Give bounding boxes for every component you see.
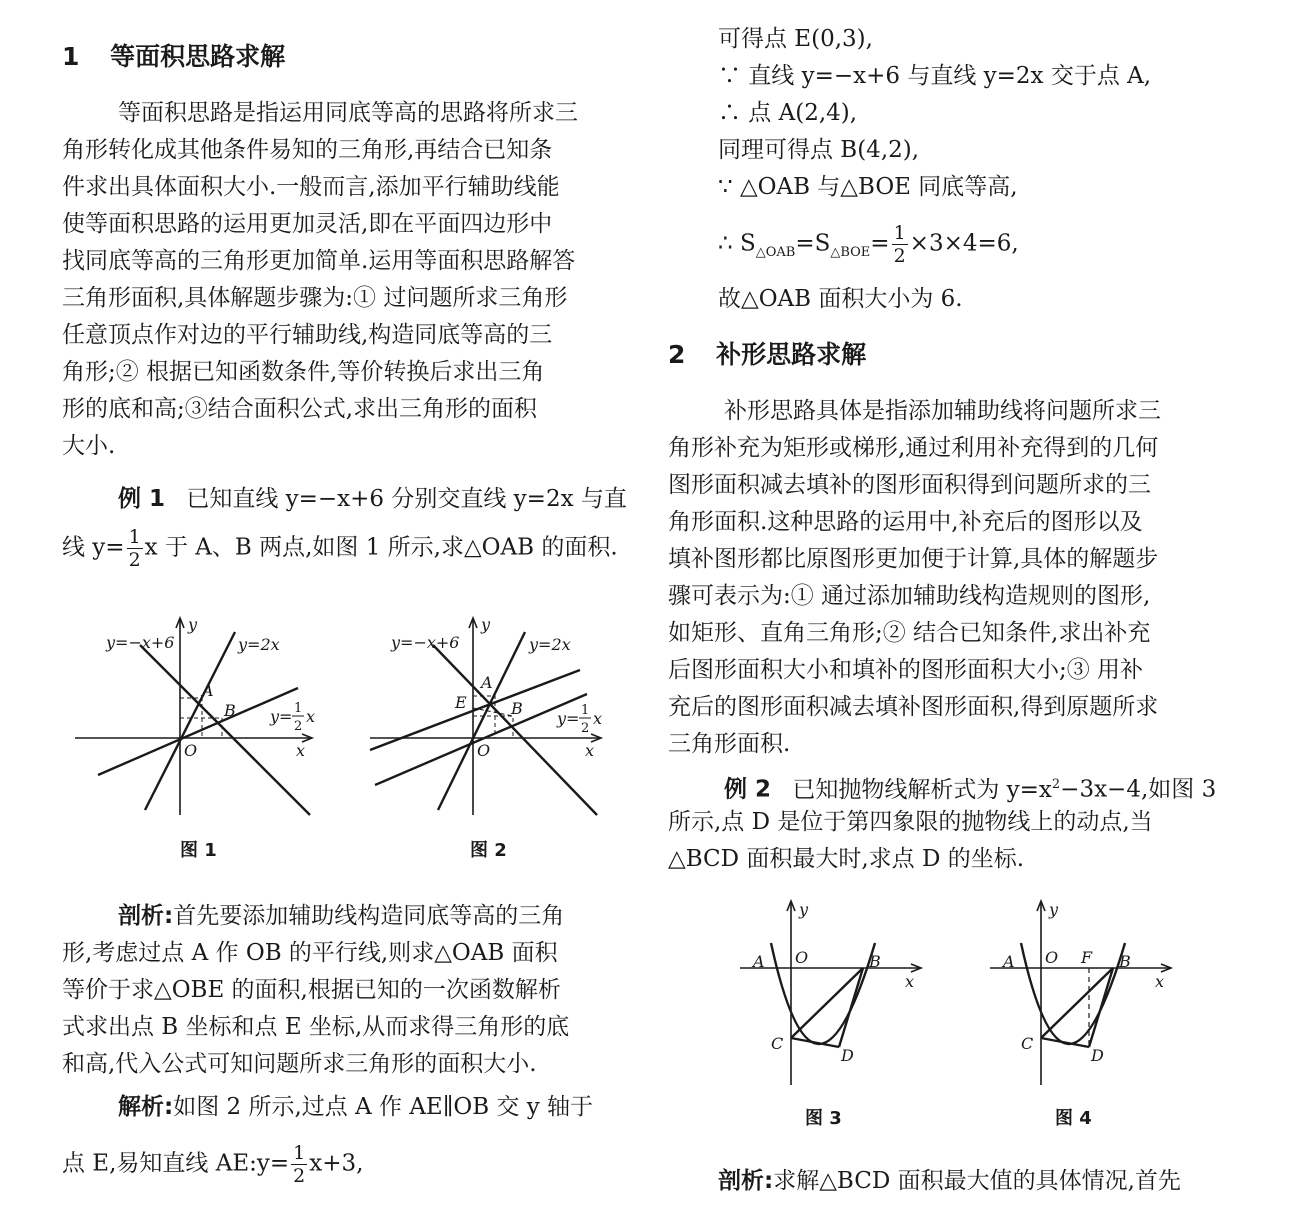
- analysis-2-text: 求解△BCD 面积最大值的具体情况,首先: [773, 1168, 1181, 1194]
- fraction-numerator: 1: [128, 526, 141, 548]
- fraction-denominator: 2: [293, 1165, 306, 1187]
- solution-line: [118, 1092, 593, 1122]
- area-subscript-1: △OAB: [755, 245, 796, 261]
- example-1-line: [118, 484, 627, 514]
- fraction-numerator: 1: [293, 1142, 306, 1164]
- figure-3: [735, 895, 935, 1090]
- label-B: B: [869, 952, 881, 971]
- analysis-text: 首先要添加辅助线构造同底等高的三角: [173, 903, 565, 929]
- parabola: [771, 943, 875, 1044]
- label-line-3: y=: [557, 709, 580, 728]
- example-2-line: 所示,点 D 是位于第四象限的抛物线上的动点,当: [668, 809, 1153, 835]
- line-2x: [438, 632, 525, 810]
- figure-3-caption: 图 3: [805, 1108, 842, 1129]
- example-1-label: 例 1: [118, 486, 166, 512]
- paragraph-line: 如矩形、直角三角形;② 结合已知条件,求出补充: [668, 620, 1151, 646]
- section-2-number: 2: [668, 340, 686, 369]
- solution-line-2: [62, 1142, 363, 1187]
- analysis-line: 形,考虑过点 A 作 OB 的平行线,则求△OAB 面积: [62, 940, 558, 966]
- paragraph-line: 三角形面积.: [668, 731, 791, 757]
- analysis-2-line: [718, 1166, 1181, 1196]
- label-half-den: 2: [294, 719, 303, 734]
- paragraph-line: 形的底和高;③结合面积公式,求出三角形的面积: [62, 396, 538, 422]
- label-y: y: [799, 900, 809, 919]
- label-y: y: [1049, 900, 1059, 919]
- label-O: O: [795, 948, 809, 967]
- label-A: A: [202, 681, 214, 700]
- paragraph-line: 大小.: [62, 433, 116, 459]
- paragraph-line: 填补图形都比原图形更加便于计算,具体的解题步: [668, 546, 1159, 572]
- label-half-num: 1: [581, 703, 590, 718]
- paragraph-line: 找同底等高的三角形更加简单.运用等面积思路解答: [62, 248, 576, 274]
- section-1-number: 1: [62, 42, 80, 71]
- label-A: A: [481, 673, 493, 692]
- figure-1-caption: 图 1: [180, 840, 217, 861]
- paragraph-line: 图形面积减去填补的图形面积得到问题所求的三: [668, 472, 1151, 498]
- figure-2-caption: 图 2: [470, 840, 507, 861]
- line-half-x: [98, 688, 298, 775]
- paragraph-line: 使等面积思路的运用更加灵活,即在平面四边形中: [62, 211, 553, 237]
- example-1-formula-prefix: 线 y=: [62, 534, 125, 561]
- fraction-numerator: 1: [893, 222, 906, 244]
- label-x: x: [296, 741, 306, 760]
- analysis-line: 式求出点 B 坐标和点 E 坐标,从而求得三角形的底: [62, 1014, 570, 1040]
- label-x: x: [585, 741, 595, 760]
- paragraph-line: 充后的图形面积减去填补图形面积,得到原题所求: [668, 694, 1159, 720]
- label-line-1: y=−x+6: [106, 633, 175, 652]
- label-x-suffix: x: [306, 707, 316, 726]
- paragraph-line: 角形补充为矩形或梯形,通过利用补充得到的几何: [668, 435, 1159, 461]
- label-O: O: [184, 741, 198, 760]
- paragraph-line: 任意顶点作对边的平行辅助线,构造同底等高的三: [62, 322, 553, 348]
- paragraph-line: 补形思路具体是指添加辅助线将问题所求三: [724, 398, 1161, 424]
- section-2-title: 补形思路求解: [716, 340, 867, 369]
- label-y: y: [481, 615, 491, 634]
- analysis-2-label: 剖析:: [718, 1168, 774, 1194]
- example-2-text: 已知抛物线解析式为 y=x: [792, 776, 1052, 803]
- paragraph-line: 三角形面积,具体解题步骤为:① 过问题所求三角形: [62, 285, 568, 311]
- label-C: C: [1021, 1034, 1034, 1053]
- label-O: O: [1045, 948, 1059, 967]
- paragraph-line: 后图形面积大小和填补的图形面积大小;③ 用补: [668, 657, 1144, 683]
- fraction-denominator: 2: [128, 549, 141, 571]
- fraction-one-half: [291, 1142, 307, 1187]
- label-line-3: y=: [270, 707, 293, 726]
- solution-cont-line: ∴ 点 A(2,4),: [718, 100, 858, 126]
- fraction-one-half: [127, 526, 143, 571]
- analysis-line: [118, 901, 564, 931]
- area-mid: =S: [795, 230, 831, 257]
- label-D: D: [1091, 1046, 1104, 1065]
- label-line-2: y=2x: [238, 635, 280, 654]
- label-E: E: [455, 693, 467, 712]
- paragraph-line: 角形面积.这种思路的运用中,补充后的图形以及: [668, 509, 1143, 535]
- section-1-heading: [62, 42, 285, 72]
- example-1-text-rest: x 于 A、B 两点,如图 1 所示,求△OAB 的面积.: [144, 534, 618, 561]
- area-equals: =: [870, 230, 890, 257]
- analysis-line: 和高,代入公式可知问题所求三角形的面积大小.: [62, 1051, 537, 1077]
- solution-label: 解析:: [118, 1094, 174, 1120]
- label-x: x: [1155, 972, 1165, 991]
- figure-1: [70, 610, 330, 820]
- solution-cont-line: ∵ △OAB 与△BOE 同底等高,: [718, 174, 1018, 200]
- analysis-line: 等价于求△OBE 的面积,根据已知的一次函数解析: [62, 977, 561, 1003]
- paragraph-line: 角形转化成其他条件易知的三角形,再结合已知条: [62, 137, 553, 163]
- label-x-suffix: x: [593, 709, 603, 728]
- line-neg-x-plus-6: [140, 645, 310, 815]
- paragraph-line: 等面积思路是指运用同底等高的思路将所求三: [118, 100, 578, 126]
- area-subscript-2: △BOE: [830, 245, 871, 261]
- figure-4: [985, 895, 1185, 1090]
- label-B: B: [1119, 952, 1131, 971]
- label-line-1: y=−x+6: [391, 633, 460, 652]
- section-1-title: 等面积思路求解: [110, 42, 286, 71]
- area-rest: ×3×4=6,: [909, 230, 1019, 257]
- label-x: x: [905, 972, 915, 991]
- paragraph-line: 件求出具体面积大小.一般而言,添加平行辅助线能: [62, 174, 560, 200]
- label-O: O: [477, 741, 491, 760]
- paragraph-line: 角形;② 根据已知函数条件,等价转换后求出三角: [62, 359, 545, 385]
- conclusion: 故△OAB 面积大小为 6.: [718, 286, 963, 312]
- example-2-superscript: 2: [1051, 777, 1061, 792]
- line-neg-x-plus-6: [433, 645, 597, 815]
- label-line-2: y=2x: [529, 635, 571, 654]
- area-prefix: ∴ S: [718, 230, 756, 257]
- solution-text: 如图 2 所示,过点 A 作 AE∥OB 交 y 轴于: [173, 1094, 594, 1120]
- solution-cont-line: ∵ 直线 y=−x+6 与直线 y=2x 交于点 A,: [718, 63, 1152, 89]
- label-F: F: [1081, 948, 1093, 967]
- solution-cont-line: 同理可得点 B(4,2),: [718, 137, 920, 163]
- example-2-line: [724, 770, 1216, 805]
- example-1-line-2: [62, 526, 618, 571]
- label-half-num: 1: [294, 701, 303, 716]
- figure-2: [365, 610, 625, 820]
- label-y: y: [188, 615, 198, 634]
- parabola: [1021, 943, 1125, 1044]
- label-B: B: [511, 699, 523, 718]
- solution-text: 点 E,易知直线 AE:y=: [62, 1150, 290, 1177]
- example-1-text: 已知直线 y=−x+6 分别交直线 y=2x 与直: [186, 486, 627, 512]
- example-2-text-rest: −3x−4,如图 3: [1060, 776, 1217, 803]
- fraction-one-half: [892, 222, 908, 267]
- label-C: C: [771, 1034, 784, 1053]
- paragraph-line: 骤可表示为:① 通过添加辅助线构造规则的图形,: [668, 583, 1151, 609]
- label-A: A: [753, 952, 765, 971]
- section-2-heading: [668, 340, 866, 370]
- fraction-denominator: 2: [893, 245, 906, 267]
- example-2-line: △BCD 面积最大时,求点 D 的坐标.: [668, 846, 1025, 872]
- label-D: D: [841, 1046, 854, 1065]
- analysis-label: 剖析:: [118, 903, 174, 929]
- figure-4-caption: 图 4: [1055, 1108, 1092, 1129]
- label-B: B: [224, 701, 236, 720]
- solution-text-rest: x+3,: [309, 1150, 364, 1177]
- label-half-den: 2: [581, 721, 590, 736]
- guide-dashes: [180, 698, 222, 738]
- area-equation: [718, 222, 1019, 268]
- example-2-label: 例 2: [724, 776, 772, 803]
- solution-cont-line: 可得点 E(0,3),: [718, 26, 873, 52]
- label-A: A: [1003, 952, 1015, 971]
